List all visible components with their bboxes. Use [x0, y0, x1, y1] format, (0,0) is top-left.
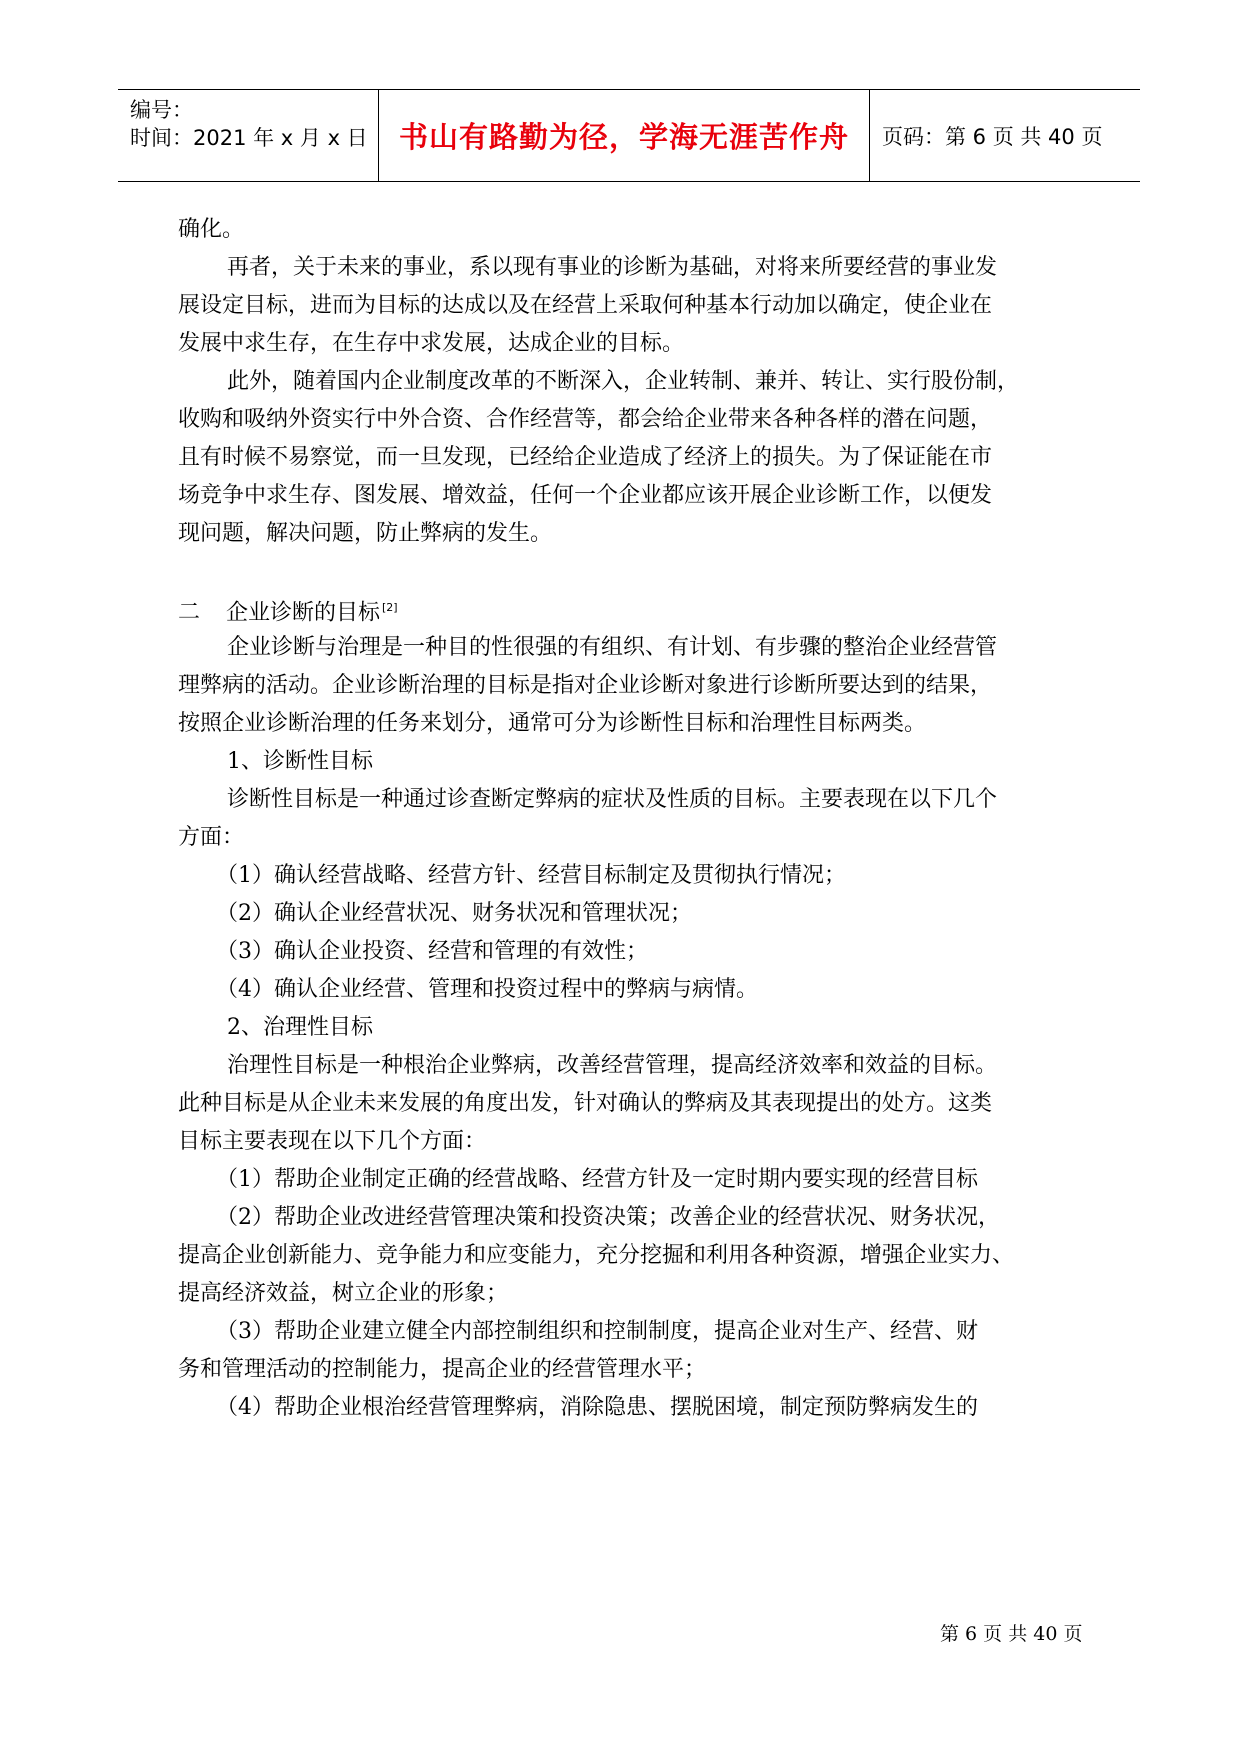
- body-line: 企业诊断与治理是一种目的性很强的有组织、有计划、有步骤的整治企业经营管: [227, 635, 998, 660]
- body-line: 展设定目标，进而为目标的达成以及在经营上采取何种基本行动加以确定，使企业在: [178, 293, 993, 318]
- document-time-label: 时间：2021 年 x 月 x 日: [130, 126, 368, 150]
- list-item: （3）帮助企业建立健全内部控制组织和控制制度，提高企业对生产、经营、财: [216, 1319, 978, 1344]
- body-line: 此外，随着国内企业制度改革的不断深入，企业转制、兼并、转让、实行股份制，: [227, 369, 1020, 394]
- header-page-number: 页码：第 6 页 共 40 页: [882, 124, 1103, 149]
- body-line: 此种目标是从企业未来发展的角度出发，针对确认的弊病及其表现提出的处方。这类: [178, 1091, 993, 1116]
- body-line: 提高企业创新能力、竞争能力和应变能力，充分挖掘和利用各种资源，增强企业实力、: [178, 1243, 1015, 1268]
- body-line: 再者，关于未来的事业，系以现有事业的诊断为基础，对将来所要经营的事业发: [227, 255, 998, 280]
- page-header: [118, 89, 1140, 182]
- body-line: 务和管理活动的控制能力，提高企业的经营管理水平；: [178, 1357, 707, 1382]
- list-item: （2）帮助企业改进经营管理决策和投资决策；改善企业的经营状况、财务状况，: [216, 1205, 1000, 1230]
- header-page-cell: [868, 90, 1140, 181]
- body-line: 目标主要表现在以下几个方面：: [178, 1129, 487, 1154]
- body-line: 诊断性目标是一种通过诊查断定弊病的症状及性质的目标。主要表现在以下几个: [227, 787, 998, 812]
- body-line: 收购和吸纳外资实行中外合资、合作经营等，都会给企业带来各种各样的潜在问题，: [178, 407, 993, 432]
- section-title: 企业诊断的目标: [226, 600, 381, 626]
- body-line: 理弊病的活动。企业诊断治理的目标是指对企业诊断对象进行诊断所要达到的结果，: [178, 673, 993, 698]
- subheading: 1、诊断性目标: [227, 749, 373, 774]
- body-line: 且有时候不易察觉，而一旦发现，已经给企业造成了经济上的损失。为了保证能在市: [178, 445, 993, 470]
- header-motto: 书山有路勤为径，学海无涯苦作舟: [398, 120, 849, 154]
- list-item: （4）确认企业经营、管理和投资过程中的弊病与病情。: [216, 977, 758, 1002]
- section-number: 二: [178, 600, 201, 626]
- header-meta-cell: [118, 90, 378, 181]
- header-motto-cell: [378, 90, 870, 181]
- body-line: 场竞争中求生存、图发展、增效益，任何一个企业都应该开展企业诊断工作，以便发: [178, 483, 993, 508]
- body-line: 发展中求生存，在生存中求发展，达成企业的目标。: [178, 331, 685, 356]
- body-line: 提高经济效益，树立企业的形象；: [178, 1281, 509, 1306]
- list-item: （2）确认企业经营状况、财务状况和管理状况；: [216, 901, 692, 926]
- citation-ref: [2]: [382, 601, 398, 614]
- list-item: （1）确认经营战略、经营方针、经营目标制定及贯彻执行情况；: [216, 863, 846, 888]
- body-line: 现问题，解决问题，防止弊病的发生。: [178, 521, 553, 546]
- list-item: （1）帮助企业制定正确的经营战略、经营方针及一定时期内要实现的经营目标: [216, 1167, 978, 1192]
- subheading: 2、治理性目标: [227, 1015, 373, 1040]
- page-footer: 第 6 页 共 40 页: [940, 1623, 1083, 1645]
- section-heading: [178, 590, 398, 626]
- list-item: （4）帮助企业根治经营管理弊病，消除隐患、摆脱困境，制定预防弊病发生的: [216, 1395, 978, 1420]
- list-item: （3）确认企业投资、经营和管理的有效性；: [216, 939, 648, 964]
- body-line: 治理性目标是一种根治企业弊病，改善经营管理，提高经济效率和效益的目标。: [227, 1053, 998, 1078]
- body-line: 按照企业诊断治理的任务来划分，通常可分为诊断性目标和治理性目标两类。: [178, 711, 927, 736]
- document-number-label: 编号：: [130, 98, 193, 122]
- body-line: 确化。: [178, 217, 245, 242]
- body-line: 方面：: [178, 825, 245, 850]
